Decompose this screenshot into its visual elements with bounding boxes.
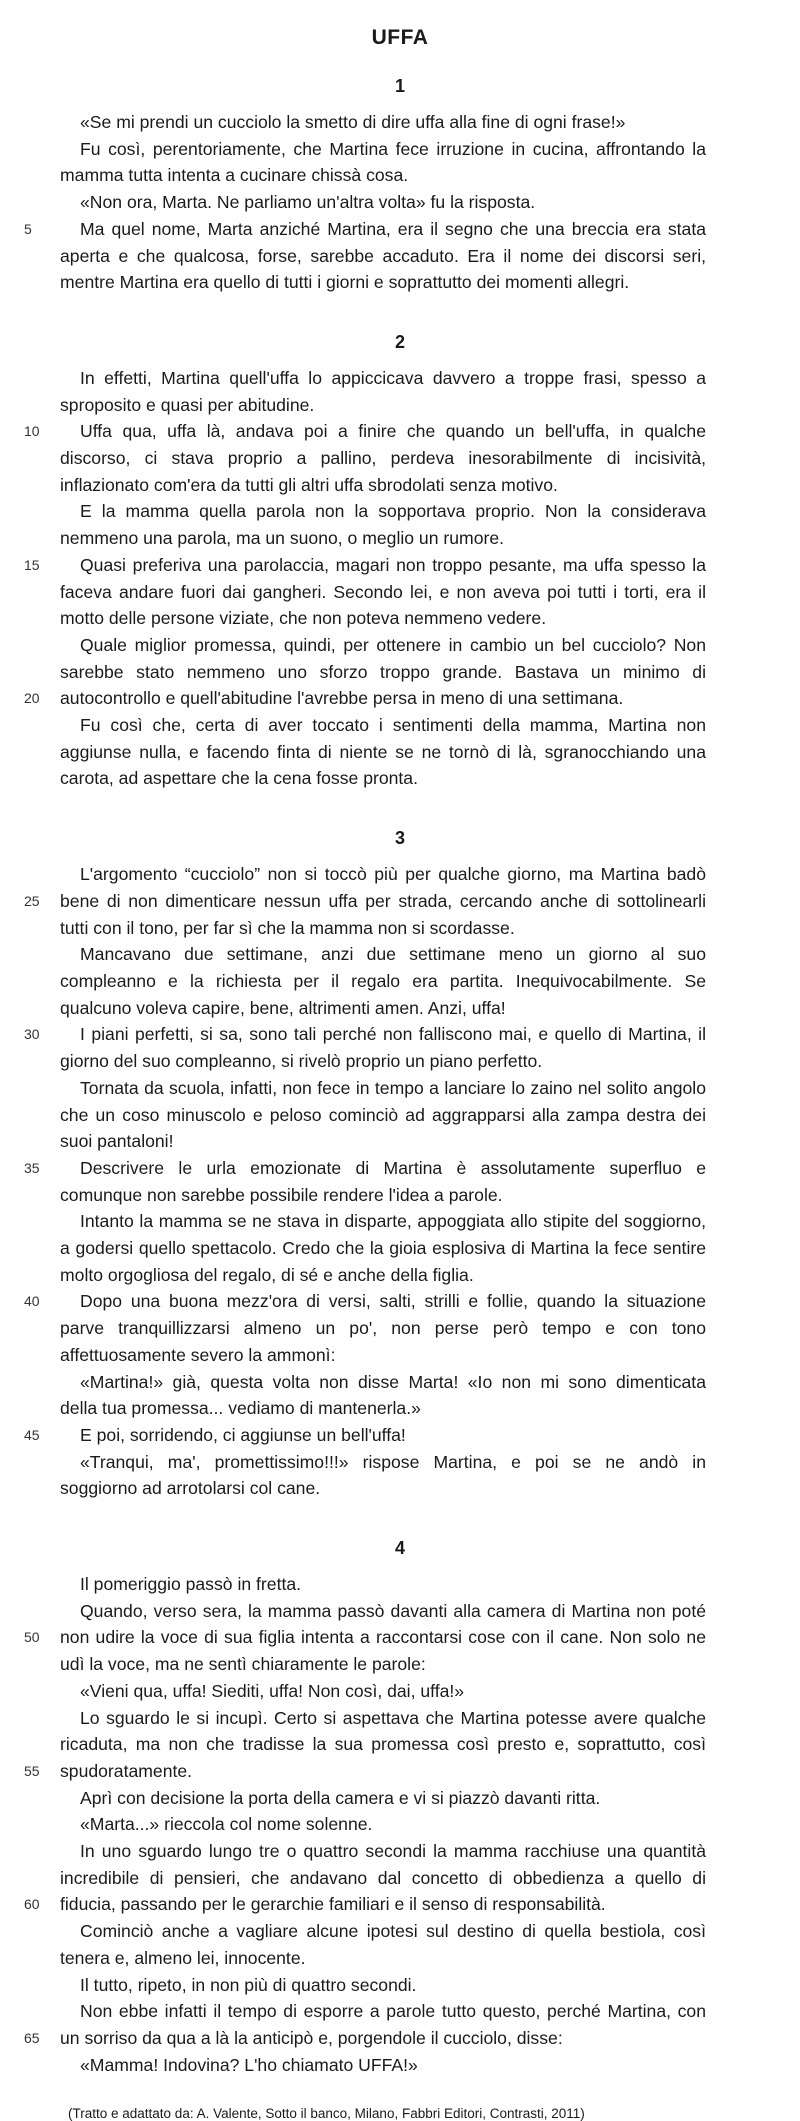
section-gap [0, 1502, 800, 1532]
line-text: ricaduta, ma non che tradisse la sua promessa così presto e, soprattutto, così [60, 1734, 706, 1755]
line-text: «Marta...» rieccola col nome solenne. [80, 1814, 373, 1835]
text-line [0, 189, 800, 216]
line-number: 45 [24, 1426, 40, 1443]
line-text: Tornata da scuola, infatti, non fece in tempo a lanciare lo zaino nel solito angolo [80, 1077, 706, 1098]
text-line [0, 418, 800, 445]
line-text: nemmeno una parola, ma un suono, o meglio un rumore. [60, 528, 505, 549]
line-text: Lo sguardo le si incupì. Certo si aspettava che Martina potesse avere qualche [80, 1707, 706, 1728]
text-line [0, 1571, 800, 1598]
line-text: comunque non sarebbe possibile rendere l'idea a parole. [60, 1184, 503, 1205]
text-line [0, 1731, 800, 1758]
text-line [0, 1395, 800, 1422]
text-line [0, 1315, 800, 1342]
section-number: 1 [394, 76, 405, 96]
section-number: 3 [394, 828, 405, 849]
line-text: mamma tutta intenta a cucinare chissà cosa. [60, 165, 409, 186]
line-text: Quando, verso sera, la mamma passò davanti alla camera di Martina non poté [80, 1600, 706, 1621]
line-text: un sorriso da qua a là la anticipò e, porgendole il cucciolo, disse: [60, 2028, 563, 2048]
text-line [0, 1475, 800, 1502]
line-text: della tua promessa... vediamo di mantenerla.» [60, 1398, 421, 1419]
text-line [0, 1785, 800, 1812]
line-text: suoi pantaloni! [60, 1131, 174, 1152]
line-text: E la mamma quella parola non la sopportava proprio. Non la considerava [80, 501, 706, 522]
line-text: bene di non dimenticare nessun uffa per strada, cercando anche di sottolinearli [60, 890, 706, 911]
text-line [0, 498, 800, 525]
line-text: «Mamma! Indovina? L'ho chiamato UFFA!» [80, 2054, 418, 2075]
text-line [0, 888, 800, 915]
line-text: Dopo una buona mezz'ora di versi, salti, strilli e follie, quando la situazione [80, 1291, 706, 1312]
line-text: Mancavano due settimane, anzi due settimane meno un giorno al suo [80, 944, 706, 965]
text-line [0, 1262, 800, 1289]
text-line [0, 136, 800, 163]
line-text: autocontrollo e quell'abitudine l'avrebbe persa in meno di una settimana. [60, 688, 624, 709]
text-line [0, 2025, 800, 2052]
line-text: In uno sguardo lungo tre o quattro secondi la mamma racchiuse una quantità [80, 1841, 706, 1862]
line-text: E poi, sorridendo, ci aggiunse un bell'uffa! [80, 1424, 406, 1445]
text-line [0, 1369, 800, 1396]
section-number: 2 [394, 331, 405, 352]
section-gap [0, 792, 800, 822]
line-text: soggiorno ad arrotolarsi col cane. [60, 1478, 321, 1499]
text-line [0, 659, 800, 686]
text-line [0, 765, 800, 792]
line-text: Quale miglior promessa, quindi, per ottenere in cambio un bel cucciolo? Non [80, 634, 706, 655]
text-line [0, 1102, 800, 1129]
line-text: mentre Martina era quello di tutti i giorni e soprattutto dei momenti allegri. [60, 272, 630, 293]
text-line [0, 632, 800, 659]
line-text: Fu così, perentoriamente, che Martina fece irruzione in cucina, affrontando la [80, 138, 706, 159]
line-number: 20 [24, 690, 40, 707]
text-line [0, 1048, 800, 1075]
text-line [0, 525, 800, 552]
text-line [0, 109, 800, 136]
line-text: «Se mi prendi un cucciolo la smetto di dire uffa alla fine di ogni frase!» [80, 112, 626, 132]
text-line [0, 552, 800, 579]
line-text: qualcuno voleva capire, bene, altrimenti amen. Anzi, uffa! [60, 997, 506, 1018]
text-line [0, 216, 800, 243]
text-line [0, 1811, 800, 1838]
line-text: Il tutto, ripeto, in non più di quattro secondi. [80, 1974, 417, 1995]
line-text: motto delle persone viziate, che non poteva nemmeno vedere. [60, 608, 547, 629]
line-text: udì la voce, ma ne sentì chiaramente le parole: [60, 1654, 426, 1675]
text-line [0, 1865, 800, 1892]
line-text: parve tranquillizzarsi almeno un po', non perse però tempo e con tono [60, 1318, 706, 1339]
line-number: 30 [24, 1026, 40, 1043]
line-text: discorso, ci stava proprio a pallino, perdeva inesorabilmente di incisività, [60, 448, 706, 469]
line-text: spudoratamente. [60, 1760, 193, 1781]
text-line [0, 162, 800, 189]
text-line [0, 1758, 800, 1785]
line-text: Il pomeriggio passò in fretta. [80, 1574, 302, 1595]
line-text: Cominciò anche a vagliare alcune ipotesi sul destino di quella bestiola, così [80, 1921, 706, 1942]
text-line [0, 1918, 800, 1945]
line-text: Quasi preferiva una parolaccia, magari non troppo pesante, ma uffa spesso la [80, 554, 706, 575]
line-text: Non ebbe infatti il tempo di esporre a parole tutto questo, perché Martina, con [80, 2001, 706, 2022]
text-line [0, 1678, 800, 1705]
text-line [0, 1891, 800, 1918]
line-text: che un coso minuscolo e peloso cominciò ad aggrapparsi alla zampa destra dei [60, 1104, 706, 1125]
line-text: «Vieni qua, uffa! Siediti, uffa! Non così, dai, uffa!» [80, 1680, 465, 1701]
line-number: 65 [24, 2030, 40, 2046]
line-text: «Martina!» già, questa volta non disse Marta! «Io non mi sono dimenticata [80, 1371, 706, 1392]
line-text: I piani perfetti, si sa, sono tali perché non falliscono mai, e quello di Martina, il [80, 1024, 706, 1045]
line-text: a godersi quello spettacolo. Credo che la gioia esplosiva di Martina la fece sentire [60, 1238, 706, 1259]
text-line [0, 941, 800, 968]
text-line [0, 995, 800, 1022]
section-number: 4 [394, 1538, 405, 1559]
text-line [0, 1651, 800, 1678]
story-title: UFFA [371, 26, 429, 49]
line-text: molto orgogliosa del regalo, di sé e anche della figlia. [60, 1264, 474, 1285]
text-line [0, 1945, 800, 1972]
text-line [0, 1155, 800, 1182]
line-number: 5 [24, 220, 32, 237]
text-line [0, 685, 800, 712]
text-line [0, 472, 800, 499]
line-text: «Tranqui, ma', promettissimo!!!» rispose Martina, e poi se ne andò in [80, 1451, 706, 1472]
text-line [0, 1075, 800, 1102]
story-body [0, 76, 800, 2078]
text-line [0, 1288, 800, 1315]
text-line [0, 1705, 800, 1732]
text-line [0, 392, 800, 419]
text-line [0, 1624, 800, 1651]
text-line [0, 915, 800, 942]
text-line [0, 1449, 800, 1476]
line-text: Intanto la mamma se ne stava in disparte, appoggiata allo stipite del soggiorno, [80, 1211, 706, 1232]
text-line [0, 269, 800, 296]
line-text: fiducia, passando per le gerarchie familiari e il senso di responsabilità. [60, 1894, 606, 1915]
line-number: 40 [24, 1293, 40, 1310]
line-text: tutti con il tono, per far sì che la mamma non si scordasse. [60, 917, 515, 938]
line-text: sproposito e quasi per abitudine. [60, 394, 315, 415]
line-text: aggiunse nulla, e facendo finta di niente se ne tornò di là, sgranocchiando una [60, 741, 706, 762]
line-text: compleanno e la richiesta per il regalo era partita. Inequivocabilmente. Se [60, 970, 706, 991]
text-line [0, 605, 800, 632]
text-line [0, 861, 800, 888]
text-line [0, 1021, 800, 1048]
line-number: 10 [24, 423, 40, 440]
line-text: giorno del suo compleanno, si rivelò proprio un piano perfetto. [60, 1051, 543, 1072]
text-line [0, 1598, 800, 1625]
text-line [0, 1235, 800, 1262]
text-line [0, 968, 800, 995]
source-citation: (Tratto e adattato da: A. Valente, Sotto il banco, Milano, Fabbri Editori, Contrasti, 2011) [68, 2106, 585, 2121]
line-text: Descrivere le urla emozionate di Martina è assolutamente superfluo e [80, 1157, 706, 1178]
line-text: aperta e che qualcosa, forse, sarebbe accaduto. Era il nome dei discorsi seri, [60, 245, 706, 266]
line-text: Uffa qua, uffa là, andava poi a finire che quando un bell'uffa, in qualche [80, 421, 706, 442]
text-line [0, 712, 800, 739]
line-number: 25 [24, 892, 40, 909]
line-text: In effetti, Martina quell'uffa lo appiccicava davvero a troppe frasi, spesso a [80, 367, 706, 388]
line-text: L'argomento “cucciolo” non si toccò più per qualche giorno, ma Martina badò [80, 864, 706, 885]
line-number: 50 [24, 1629, 40, 1646]
line-text: tenera e, almeno lei, innocente. [60, 1947, 306, 1968]
line-text: non udire la voce di sua figlia intenta a raccontarsi cose con il cane. Non solo ne [60, 1627, 706, 1648]
text-line [0, 1208, 800, 1235]
line-text: affettuosamente severo la ammonì: [60, 1344, 336, 1365]
line-text: Ma quel nome, Marta anziché Martina, era il segno che una breccia era stata [80, 218, 706, 239]
text-line [0, 445, 800, 472]
line-text: sarebbe stato nemmeno uno sforzo troppo grande. Bastava un minimo di [60, 661, 706, 682]
text-line [0, 1998, 800, 2025]
line-text: carota, ad aspettare che la cena fosse pronta. [60, 768, 418, 789]
line-text: faceva andare fuori dai gangheri. Secondo lei, e non aveva poi tutti i torti, era il [60, 581, 706, 602]
section-gap [0, 296, 800, 326]
text-line [0, 1128, 800, 1155]
text-line [0, 1182, 800, 1209]
text-line [0, 243, 800, 270]
text-line [0, 579, 800, 606]
text-line [0, 365, 800, 392]
line-text: inflazionato com'era da tutti gli altri uffa sbrodolati senza motivo. [60, 474, 558, 495]
text-line [0, 739, 800, 766]
line-text: Fu così che, certa di aver toccato i sentimenti della mamma, Martina non [80, 715, 706, 736]
line-number: 15 [24, 556, 40, 573]
text-line [0, 1972, 800, 1999]
line-text: Aprì con decisione la porta della camera e vi si piazzò davanti ritta. [80, 1787, 601, 1808]
text-line [0, 1838, 800, 1865]
line-text: incredibile di pensieri, che andavano dal concetto di obbedienza a quello di [60, 1867, 706, 1888]
line-number: 35 [24, 1159, 40, 1176]
line-number: 60 [24, 1896, 40, 1913]
text-line [0, 1342, 800, 1369]
text-line [0, 2052, 800, 2079]
line-text: «Non ora, Marta. Ne parliamo un'altra volta» fu la risposta. [80, 192, 536, 213]
text-line [0, 1422, 800, 1449]
line-number: 55 [24, 1762, 40, 1779]
